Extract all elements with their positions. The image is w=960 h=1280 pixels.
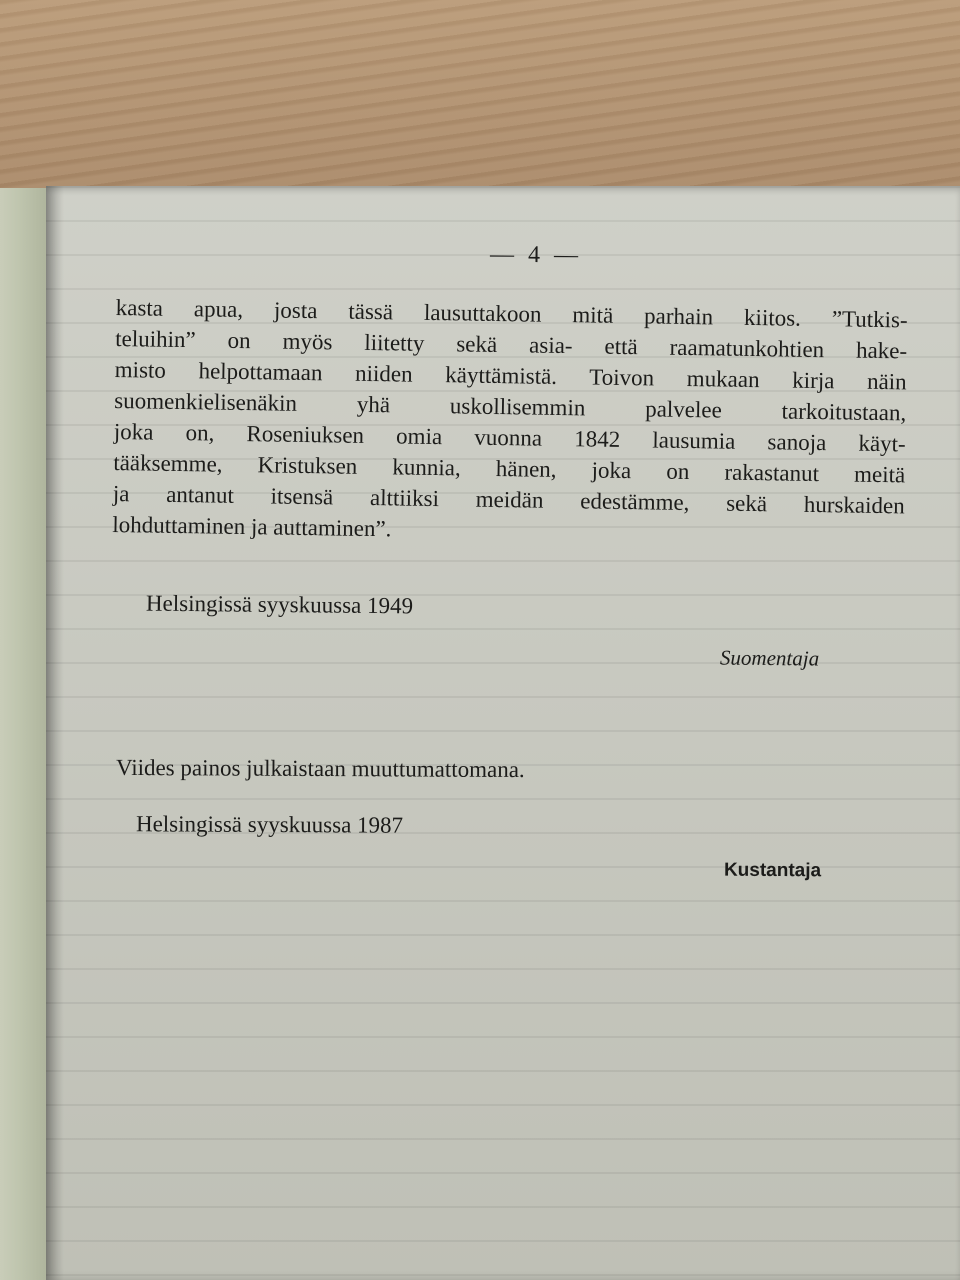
body-line: teluihin” on myös liitetty sekä asia- että raamatunkohtien hake-	[115, 325, 908, 364]
body-line: joka on, Roseniuksen omia vuonna 1842 lausumia sanoja käyt-	[113, 418, 906, 457]
body-line: tääksemme, Kristuksen kunnia, hänen, joka on rakastanut meitä	[113, 449, 906, 488]
wooden-table-background	[0, 0, 960, 200]
date-line-1987: Helsingissä syyskuussa 1987	[135, 811, 404, 838]
edition-note: Viides painos julkaistaan muuttumattomana.	[115, 754, 525, 783]
body-line: kasta apua, josta tässä lausuttakoon mitä parhain kiitos. ”Tutkis-	[115, 294, 908, 333]
page-gutter-shadow	[46, 186, 64, 1280]
signature-translator: Suomentaja	[719, 645, 820, 671]
date-line-1949: Helsingissä syyskuussa 1949	[145, 590, 414, 619]
body-paragraph	[112, 292, 908, 552]
signature-publisher: Kustantaja	[723, 859, 822, 882]
body-line: ja antanut itsensä alttiiksi meidän edestämme, sekä hurskaiden	[112, 480, 905, 519]
page-number: — 4 —	[489, 241, 583, 269]
body-line: suomenkielisenäkin yhä uskollisemmin palvelee tarkoitustaan,	[114, 387, 907, 426]
body-line: lohduttaminen ja auttaminen”.	[112, 511, 392, 542]
book-cover-spine	[0, 188, 50, 1280]
body-line: misto helpottamaan niiden käyttämistä. Toivon mukaan kirja näin	[114, 356, 907, 395]
